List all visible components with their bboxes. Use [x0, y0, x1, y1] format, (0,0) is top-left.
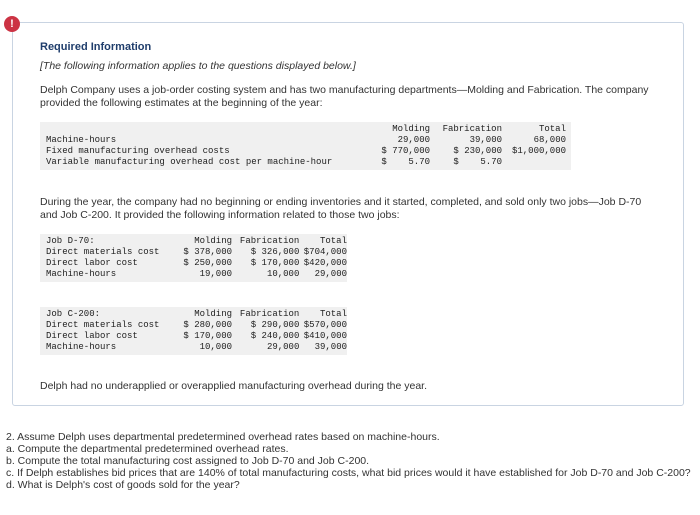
job-d70-cell: 10,000 — [266, 269, 300, 279]
estimates-cell: 68,000 — [533, 135, 566, 145]
job-d70-row — [40, 258, 347, 269]
job-c200-title: Job C-200: — [46, 309, 101, 319]
job-d70-header-molding: Molding — [194, 236, 232, 246]
during-year-text: During the year, the company had no beginning or ending inventories and it started, completed, and sold only two jobs—Job D-70 and Job C-200. It provided the following information related to those two jobs: — [40, 196, 642, 221]
job-d70-row-label: Direct materials cost — [46, 247, 160, 257]
job-c200-cell: 39,000 — [314, 342, 347, 352]
job-c200-cell: 10,000 — [199, 342, 232, 352]
estimates-cell: $1,000,000 — [511, 146, 566, 156]
estimates-header-total: Total — [538, 124, 566, 134]
job-d70-cell: 29,000 — [314, 269, 347, 279]
estimates-cell: $ 770,000 — [381, 146, 430, 156]
estimates-row — [40, 135, 566, 146]
job-c200-cell: $ 280,000 — [183, 320, 232, 330]
estimates-header-fabrication: Fabrication — [442, 124, 502, 134]
job-c200-cell: $ 170,000 — [183, 331, 232, 341]
estimates-row-label: Variable manufacturing overhead cost per machine-hour — [46, 157, 333, 167]
job-d70-header-total: Total — [319, 236, 347, 246]
question-item: c. If Delph establishes bid prices that are 140% of total manufacturing costs, what bid prices would it have established for Job D-70 and Job C-200? — [6, 467, 691, 479]
job-c200-cell: $ 240,000 — [250, 331, 300, 341]
estimates-header-molding: Molding — [392, 124, 430, 134]
estimates-cell: $ 230,000 — [453, 146, 502, 156]
panel-title: Required Information — [40, 41, 152, 53]
job-c200-header-fabrication: Fabrication — [239, 309, 300, 319]
job-c200-header-total: Total — [319, 309, 347, 319]
job-d70-cell: $ 326,000 — [250, 247, 300, 257]
estimates-row — [40, 146, 566, 157]
job-d70-row — [40, 269, 347, 280]
job-d70-cell: 19,000 — [199, 269, 232, 279]
estimates-cell: 39,000 — [469, 135, 502, 145]
overhead-note: Delph had no underapplied or overapplied manufacturing overhead during the year. — [40, 380, 428, 392]
job-c200-table — [40, 307, 347, 355]
question-item: b. Compute the total manufacturing cost assigned to Job D-70 and Job C-200. — [6, 455, 370, 467]
job-c200-cell: $410,000 — [303, 331, 347, 341]
estimates-row-label: Machine-hours — [46, 135, 117, 145]
job-c200-row-label: Direct materials cost — [46, 320, 160, 330]
job-c200-row-label: Direct labor cost — [46, 331, 138, 341]
job-c200-cell: 29,000 — [266, 342, 300, 352]
job-d70-table — [40, 234, 347, 282]
required-information-panel — [12, 22, 684, 406]
estimates-cell: $ 5.70 — [453, 157, 502, 167]
job-d70-cell: $ 170,000 — [250, 258, 300, 268]
estimates-row — [40, 157, 566, 168]
job-d70-cell: $420,000 — [303, 258, 347, 268]
job-c200-cell: $570,000 — [303, 320, 347, 330]
job-c200-row — [40, 331, 347, 342]
estimates-row-label: Fixed manufacturing overhead costs — [46, 146, 230, 156]
job-d70-row — [40, 247, 347, 258]
job-d70-cell: $ 378,000 — [183, 247, 232, 257]
estimates-cell — [502, 157, 566, 168]
estimates-cell: 29,000 — [397, 135, 430, 145]
questions-list — [6, 431, 696, 491]
job-d70-title: Job D-70: — [46, 236, 95, 246]
job-d70-cell: $704,000 — [303, 247, 347, 257]
job-c200-row-label: Machine-hours — [46, 342, 117, 352]
job-d70-header-fabrication: Fabrication — [239, 236, 300, 246]
job-d70-row-label: Machine-hours — [46, 269, 117, 279]
job-d70-row-label: Direct labor cost — [46, 258, 138, 268]
question-item: a. Compute the departmental predetermined overhead rates. — [6, 443, 289, 455]
job-c200-header-molding: Molding — [194, 309, 232, 319]
job-c200-row — [40, 342, 347, 353]
job-c200-cell: $ 290,000 — [250, 320, 300, 330]
alert-icon: ! — [4, 16, 20, 32]
estimates-cell: $ 5.70 — [381, 157, 430, 167]
job-d70-cell: $ 250,000 — [183, 258, 232, 268]
question-item: d. What is Delph's cost of goods sold for the year? — [6, 479, 240, 491]
estimates-table — [40, 122, 571, 170]
question-item: 2. Assume Delph uses departmental predetermined overhead rates based on machine-hours. — [6, 431, 440, 443]
panel-note: [The following information applies to the questions displayed below.] — [40, 60, 356, 72]
intro-text: Delph Company uses a job-order costing system and has two manufacturing departments—Molding and Fabrication. The company provided the following estimates at the beginning of the year: — [40, 84, 649, 109]
job-c200-row — [40, 320, 347, 331]
